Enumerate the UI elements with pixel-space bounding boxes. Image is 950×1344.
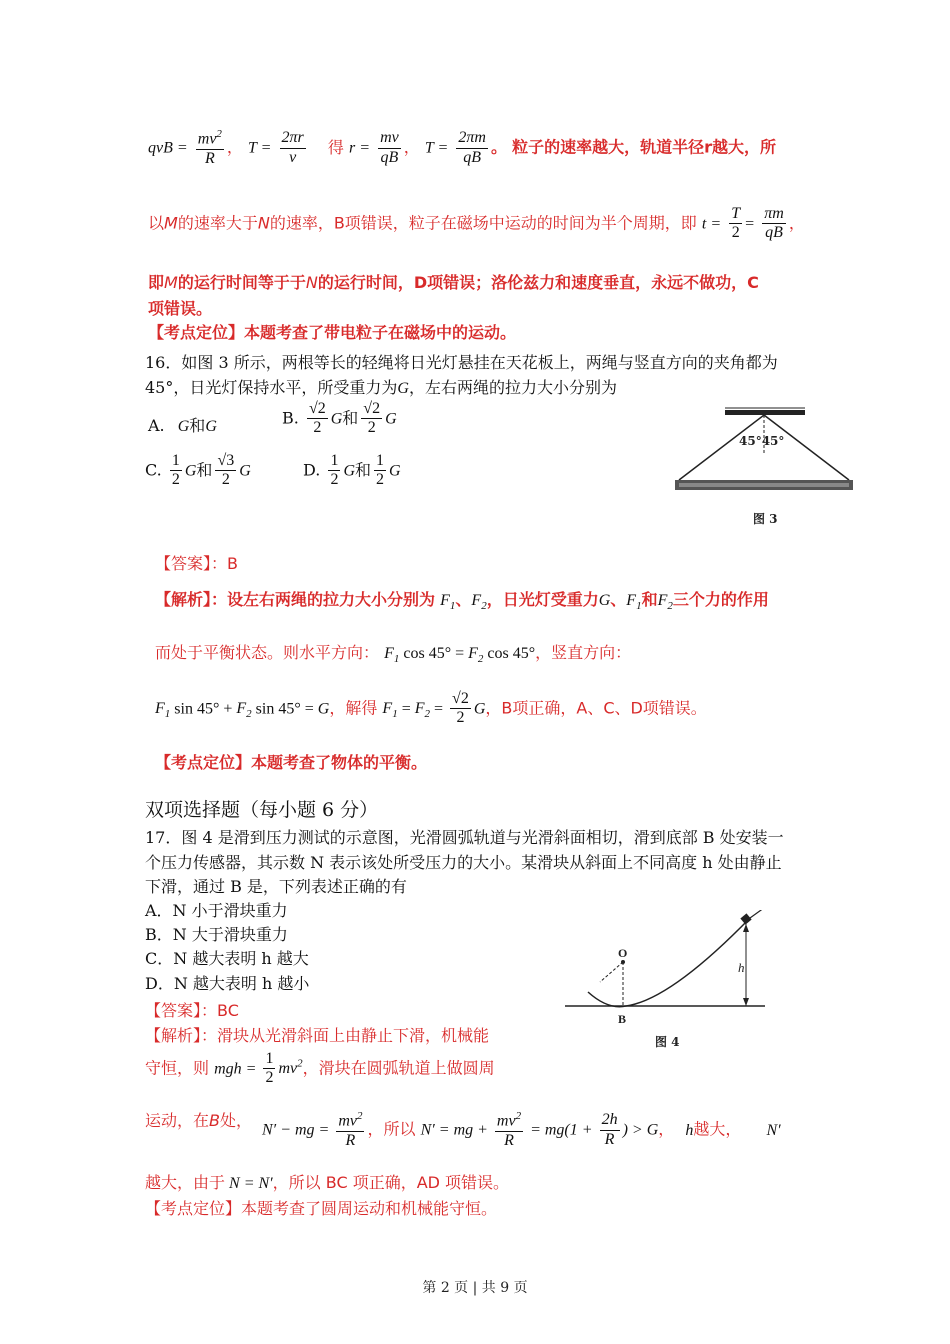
q15-formula-line: qvB = $\frac{mv^2}{R}$ ， T = $\frac{2\pi r}{v}$ 得 r = $\frac{mv}{qB}$ ， T = $\frac{2\pi m}{qB}$ 。 粒子的速率越大，轨道半径r越大，所 — [148, 128, 776, 167]
q17-option-a: A．N 小于滑块重力 — [145, 901, 288, 920]
figure-4-track-diagram — [560, 910, 790, 1055]
page-footer: 第 2 页 | 共 9 页 — [422, 1280, 528, 1296]
q17-kaodian: 【考点定位】本题考查了圆周运动和机械能守恒。 — [145, 1199, 498, 1218]
q17-jiexi-line3: 运动，在B处， — [145, 1111, 253, 1130]
formula-qvb: qvB = — [148, 139, 188, 157]
q15-kaodian: 【考点定位】本题考查了带电粒子在磁场中的运动。 — [148, 323, 517, 342]
frac-T-2: $\frac{T}{2}$ — [731, 205, 741, 242]
frac-mv-qB: $\frac{mv}{qB}$ — [380, 129, 399, 166]
frac-2pim-qB: $\frac{2\pi m}{qB}$ — [458, 129, 486, 166]
q17-option-c: C．N 越大表明 h 越大 — [145, 949, 309, 968]
q17-option-d: D．N 越大表明 h 越小 — [145, 974, 310, 993]
q16-stem-line1: 16．如图 3 所示，两根等长的轻绳将日光灯悬挂在天花板上，两绳与竖直方向的夹角都为 — [145, 353, 778, 372]
section-title: 双项选择题（每小题 6 分） — [145, 799, 379, 821]
fig4-o-label: O — [618, 946, 628, 960]
q16-option-c: C. $\frac{1}{2}$ G和 $\frac{√3}{2}$ G — [145, 452, 251, 489]
q15-text-1: 粒子的速率越大，轨道半径r越大，所 — [512, 137, 776, 157]
q16-jiexi-line1: 【解析】：设左右两绳的拉力大小分别为 $F_1$、$F_2$，日光灯受重力G、$F_1$和$F_2$三个力的作用 — [155, 590, 769, 613]
q17-stem-line1: 17．图 4 是滑到压力测试的示意图，光滑圆弧轨道与光滑斜面相切，滑到底部 B 处安装一 — [145, 828, 784, 847]
q16-stem-line2: 45°，日光灯保持水平，所受重力为G，左右两绳的拉力大小分别为 — [145, 378, 617, 397]
q15-line4: 项错误。 — [148, 299, 213, 318]
fig3-angle-label: 45°45° — [739, 434, 785, 448]
frac-mv2-R: $\frac{mv^2}{R}$ — [197, 128, 222, 167]
q17-jiexi-line3-math: N′ − mg = $\frac{mv^2}{R}$ ，所以 N′ = mg + $\frac{mv^2}{R}$ = mg(1 + $\frac{2h}{R}$ ) > G， h越大， N′ — [262, 1110, 781, 1149]
q17-jiexi-line1: 【解析】：滑块从光滑斜面上由静止下滑，机械能 — [145, 1026, 490, 1045]
fig4-h-label: h — [738, 960, 745, 975]
q17-option-b: B．N 大于滑块重力 — [145, 925, 288, 944]
q15-line3: 即M的运行时间等于于N的运行时间，D项错误；洛伦兹力和速度垂直，永远不做功，C — [148, 273, 759, 292]
q17-jiexi-line4: 越大，由于 N = N′，所以 BC 项正确，AD 项错误。 — [145, 1173, 510, 1192]
fig3-caption: 图 3 — [753, 512, 778, 526]
q16-option-d: D. $\frac{1}{2}$ G和 $\frac{1}{2}$ G — [303, 452, 401, 489]
q16-jiexi-line2: 而处于平衡状态。则水平方向： $F_1$ $\cos 45^\circ = F_2$ cos 45°，竖直方向： — [155, 643, 632, 666]
frac-pim-qB: $\frac{\pi m}{qB}$ — [764, 205, 784, 242]
q16-answer: 【答案】：B — [155, 554, 238, 573]
q16-option-a: A. G和G — [148, 416, 217, 435]
fig4-caption: 图 4 — [655, 1035, 680, 1049]
q16-jiexi-line3: $F_1$ $\sin 45^\circ + F_2$ sin 45° = G，解得 $F_1 = F_2$ = $\frac{√2}{2}$ G，B项正确，A、C、D项错误。 — [155, 690, 707, 727]
q16-kaodian: 【考点定位】本题考查了物体的平衡。 — [155, 753, 428, 772]
q17-stem-line3: 下滑，通过 B 是，下列表述正确的有 — [145, 877, 407, 896]
q16-option-b: B. $\frac{√2}{2}$ G和 $\frac{√2}{2}$ G — [282, 400, 397, 437]
q17-stem-line2: 个压力传感器，其示数 N 表示该处所受压力的大小。某滑块从斜面上不同高度 h 处由静止 — [145, 853, 782, 872]
q15-line2: 以M的速率大于N的速率，B项错误，粒子在磁场中运动的时间为半个周期，即 t = $\frac{T}{2}$ = $\frac{\pi m}{qB}$ ， — [148, 205, 805, 242]
frac-2pir-v: $\frac{2\pi r}{v}$ — [281, 129, 304, 166]
q17-jiexi-line2: 守恒，则 mgh = $\frac{1}{2}$ $mv^2$，滑块在圆弧轨道上做圆周 — [145, 1050, 495, 1087]
figure-3-lamp-diagram — [665, 400, 865, 530]
fig4-b-label: B — [618, 1012, 627, 1026]
de-label: 得 — [327, 137, 344, 157]
q17-answer: 【答案】：BC — [145, 1001, 239, 1020]
